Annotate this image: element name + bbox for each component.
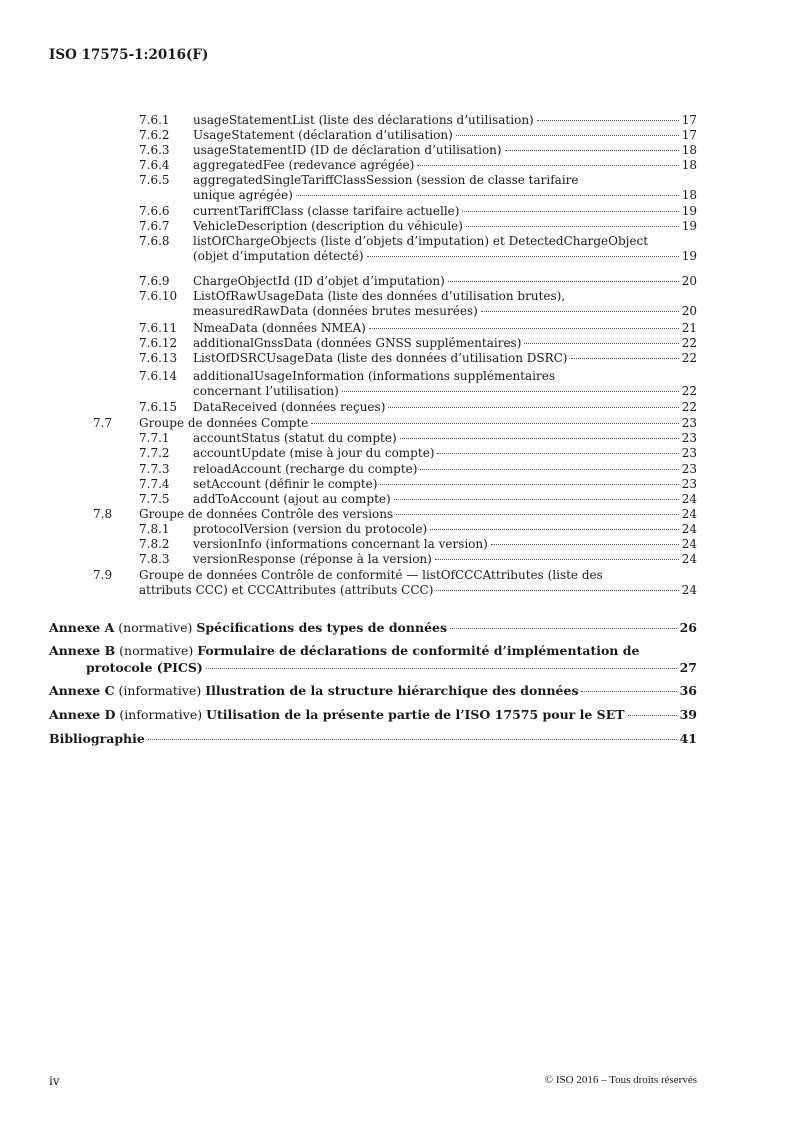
toc-page: 19	[681, 204, 697, 218]
annex-title-line: Formulaire de déclarations de conformité d’implémentation de	[197, 643, 640, 658]
toc-page: 26	[679, 620, 697, 635]
toc-number: 7.7.1	[139, 431, 170, 445]
toc-number: 7.6.11	[139, 321, 178, 335]
toc-number: 7.6.7	[139, 219, 170, 233]
toc-page: 20	[681, 304, 697, 318]
toc-page: 24	[681, 552, 697, 566]
toc-page: 22	[681, 400, 697, 414]
toc-number: 7.6.15	[139, 400, 178, 414]
toc-page: 19	[681, 249, 697, 263]
bibliography-title: Bibliographie	[49, 731, 145, 746]
toc-title: ChargeObjectId (ID d’objet d’imputation)	[193, 274, 445, 288]
toc-number: 7.6.1	[139, 113, 170, 127]
toc-title: DataReceived (données reçues)	[193, 400, 386, 414]
toc-title: measuredRawData (données brutes mesurées)	[193, 304, 478, 318]
toc-number: 7.7.4	[139, 477, 170, 491]
toc-title-line: listOfChargeObjects (liste d’objets d’imputation) et DetectedChargeObject	[193, 234, 649, 248]
toc-title: protocolVersion (version du protocole)	[193, 522, 428, 536]
annex-label: Annexe B	[49, 643, 116, 658]
toc-title: ListOfDSRCUsageData (liste des données d’utilisation DSRC)	[193, 351, 568, 365]
toc-number: 7.8.1	[139, 522, 170, 536]
toc-annex-b[interactable]	[0, 643, 793, 675]
toc-entry-7-6-14[interactable]	[0, 369, 793, 399]
toc-page: 23	[681, 477, 697, 491]
toc-number: 7.9	[93, 568, 113, 582]
toc-number: 7.6.2	[139, 128, 170, 142]
toc-title: concernant l’utilisation)	[193, 384, 339, 398]
annex-title: Utilisation de la présente partie de l’ISO 17575 pour le SET	[206, 707, 625, 722]
toc-number: 7.7.2	[139, 446, 170, 460]
toc-number: 7.6.5	[139, 173, 170, 187]
annex-label: Annexe C	[49, 683, 115, 698]
toc-number: 7.6.8	[139, 234, 170, 248]
toc-number: 7.6.13	[139, 351, 178, 365]
toc-number: 7.6.14	[139, 369, 178, 383]
toc-title: usageStatementList (liste des déclarations d’utilisation)	[193, 113, 534, 127]
page-number: iv	[49, 1074, 60, 1088]
toc-number: 7.6.6	[139, 204, 170, 218]
annex-title: protocole (PICS)	[86, 660, 203, 675]
toc-page: 22	[681, 336, 697, 350]
toc-page: 19	[681, 219, 697, 233]
annex-label: Annexe D	[49, 707, 116, 722]
annex-kind: (normative)	[119, 643, 194, 658]
toc-title: versionInfo (informations concernant la version)	[193, 537, 488, 551]
document-id-header: ISO 17575-1:2016(F)	[49, 47, 209, 63]
toc-page: 23	[681, 462, 697, 476]
toc-title: reloadAccount (recharge du compte)	[193, 462, 418, 476]
toc-page: 24	[681, 537, 697, 551]
toc-page: 24	[681, 507, 697, 521]
annex-kind: (informative)	[119, 707, 203, 722]
toc-page: 17	[681, 113, 697, 127]
toc-title: additionalGnssData (données GNSS supplémentaires)	[193, 336, 522, 350]
toc-title: accountUpdate (mise à jour du compte)	[193, 446, 435, 460]
toc-title: Groupe de données Contrôle des versions	[139, 507, 394, 521]
toc-page: 23	[681, 446, 697, 460]
toc-page: 21	[681, 321, 697, 335]
toc-page: 39	[679, 707, 697, 722]
toc-page: 24	[681, 583, 697, 597]
toc-title: UsageStatement (déclaration d’utilisation)	[193, 128, 453, 142]
toc-page: 17	[681, 128, 697, 142]
toc-title: VehicleDescription (description du véhicule)	[193, 219, 463, 233]
toc-number: 7.7.5	[139, 492, 170, 506]
annex-label: Annexe A	[49, 620, 115, 635]
toc-title: setAccount (définir le compte)	[193, 477, 378, 491]
toc-title: unique agrégée)	[193, 188, 293, 202]
toc-page: 18	[681, 143, 697, 157]
annex-title: Illustration de la structure hiérarchique des données	[205, 683, 579, 698]
toc-title-line: ListOfRawUsageData (liste des données d’utilisation brutes),	[193, 289, 566, 303]
toc-page: 24	[681, 492, 697, 506]
toc-page: 22	[681, 351, 697, 365]
toc-title: currentTariffClass (classe tarifaire actuelle)	[193, 204, 460, 218]
toc-page: 22	[681, 384, 697, 398]
toc-title: attributs CCC) et CCCAttributes (attributs CCC)	[139, 583, 434, 597]
toc-title: NmeaData (données NMEA)	[193, 321, 366, 335]
toc-page: 20	[681, 274, 697, 288]
toc-number: 7.7	[93, 416, 113, 430]
toc-number: 7.8	[93, 507, 113, 521]
annex-title: Spécifications des types de données	[196, 620, 448, 635]
toc-title-line: aggregatedSingleTariffClassSession (session de classe tarifaire	[193, 173, 579, 187]
toc-title: accountStatus (statut du compte)	[193, 431, 397, 445]
toc-number: 7.6.12	[139, 336, 178, 350]
toc-title: aggregatedFee (redevance agrégée)	[193, 158, 415, 172]
toc-page: 41	[679, 731, 697, 746]
toc-page: 18	[681, 188, 697, 202]
toc-title: addToAccount (ajout au compte)	[193, 492, 391, 506]
toc-title: usageStatementID (ID de déclaration d’utilisation)	[193, 143, 502, 157]
toc-entry-7-6-8[interactable]	[0, 234, 793, 264]
toc-number: 7.6.9	[139, 274, 170, 288]
toc-page: 24	[681, 522, 697, 536]
toc-entry-7-6-5[interactable]	[0, 173, 793, 203]
toc-number: 7.6.3	[139, 143, 170, 157]
toc-page: 23	[681, 431, 697, 445]
toc-number: 7.6.4	[139, 158, 170, 172]
toc-title-line: additionalUsageInformation (informations supplémentaires	[193, 369, 555, 383]
toc-number: 7.8.2	[139, 537, 170, 551]
toc-number: 7.7.3	[139, 462, 170, 476]
toc-title: versionResponse (réponse à la version)	[193, 552, 432, 566]
toc-page: 23	[681, 416, 697, 430]
toc-title: Groupe de données Compte	[139, 416, 309, 430]
toc-entry-7-6-10[interactable]	[0, 289, 793, 319]
toc-page: 36	[679, 683, 697, 698]
copyright-notice: © ISO 2016 – Tous droits réservés	[544, 1074, 697, 1086]
toc-number: 7.6.10	[139, 289, 178, 303]
toc-entry-7-9[interactable]	[0, 568, 793, 598]
toc-title-line: Groupe de données Contrôle de conformité — listOfCCCAttributes (liste des	[139, 568, 603, 582]
toc-page: 27	[679, 660, 697, 675]
toc-number: 7.8.3	[139, 552, 170, 566]
annex-kind: (normative)	[118, 620, 193, 635]
toc-title: (objet d’imputation détecté)	[193, 249, 364, 263]
toc-page: 18	[681, 158, 697, 172]
annex-kind: (informative)	[118, 683, 202, 698]
